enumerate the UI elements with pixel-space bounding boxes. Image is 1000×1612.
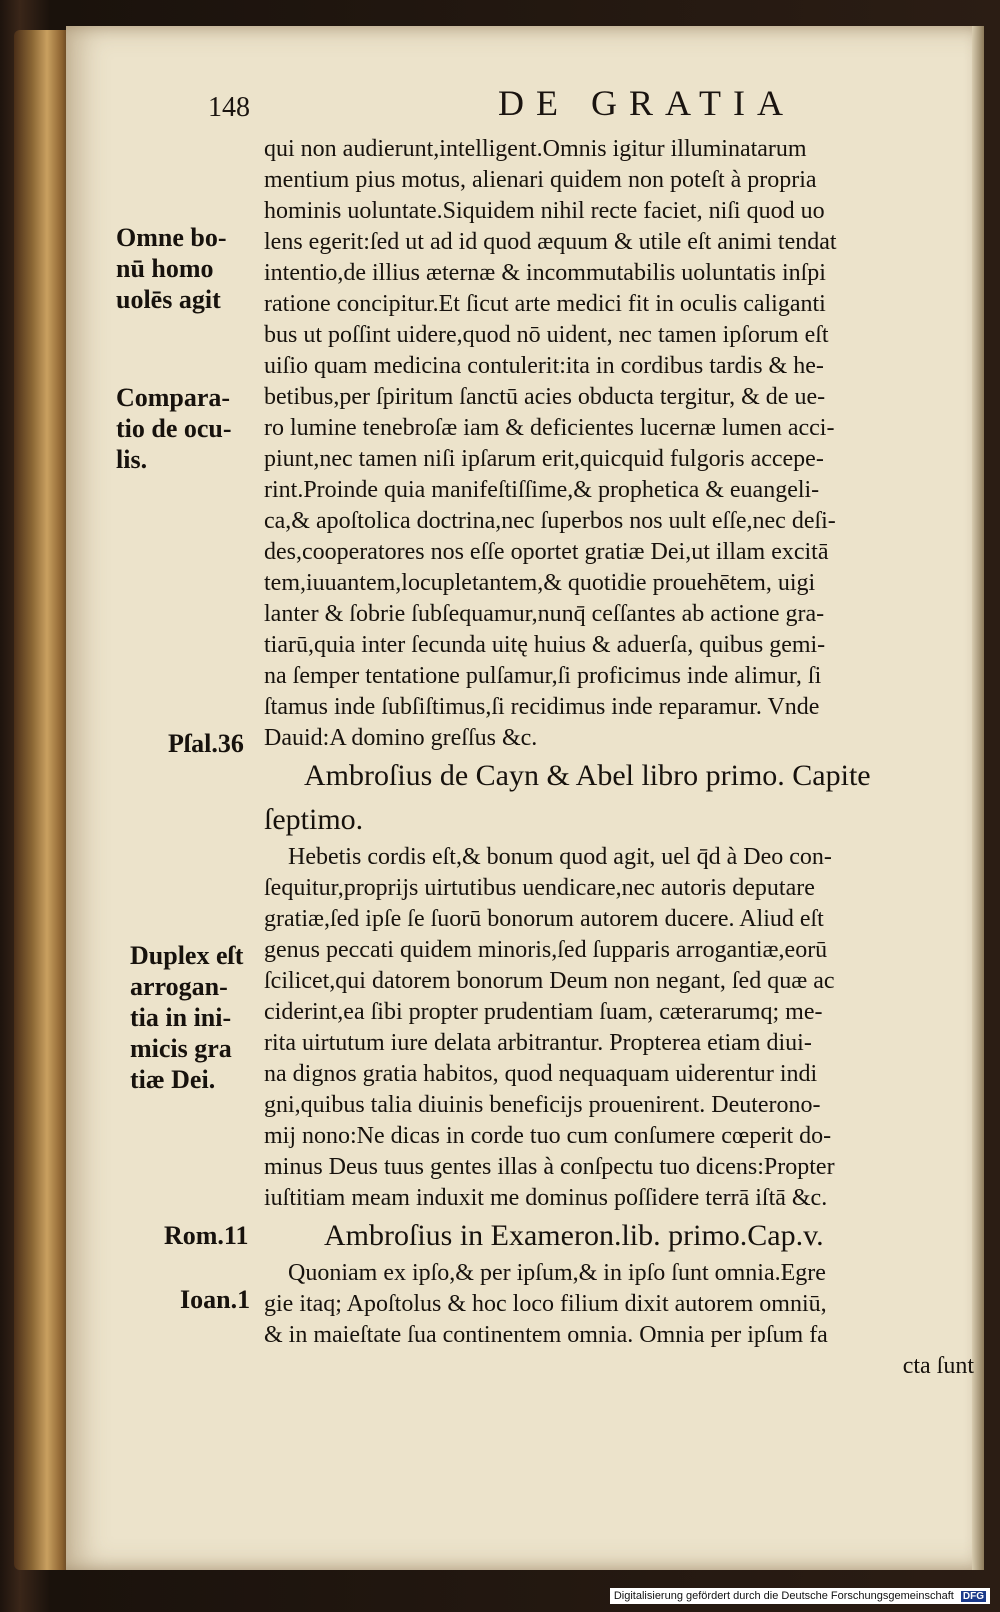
- text-line: ſtamus inde ſubſiſtimus,ſi recidimus inde reparamur. Vnde: [264, 694, 820, 720]
- margin-note-duplex: [130, 940, 280, 1095]
- text-line: uiſio quam medicina contulerit:ita in cordibus tardis & he-: [264, 353, 824, 379]
- text-line: cta ſunt: [902, 1353, 974, 1379]
- page-header: [208, 82, 848, 134]
- margin-note-line: lis.: [116, 445, 148, 474]
- margin-note-line: arrogan-: [130, 972, 228, 1001]
- section-heading: Ambroſius in Exameron.lib. primo.Cap.v.: [324, 1219, 824, 1252]
- main-text: [264, 134, 974, 1382]
- text-line: Quoniam ex ipſo,& per ipſum,& in ipſo ſunt omnia.Egre: [288, 1260, 826, 1286]
- margin-note-line: tiæ Dei.: [130, 1065, 216, 1094]
- digitization-credit: [610, 1588, 990, 1604]
- running-head: DE GRATIA: [498, 83, 795, 123]
- margin-note-line: Omne bo-: [116, 223, 227, 252]
- margin-note-line: Pſal.36: [168, 729, 244, 758]
- text-line: qui non audierunt,intelligent.Omnis igitur illuminatarum: [264, 136, 807, 162]
- section-heading-continued: ſeptimo.: [264, 803, 364, 836]
- text-line: ratione concipitur.Et ſicut arte medici fit in oculis caliganti: [264, 291, 826, 317]
- margin-note-line: Compara-: [116, 383, 231, 412]
- margin-note-line: nū homo: [116, 254, 214, 283]
- text-line: ro lumine tenebroſæ iam & deficientes lucernæ lumen acci-: [264, 415, 835, 441]
- text-line: Dauid:A domino greſſus &c.: [264, 725, 538, 751]
- text-line: des,cooperatores nos eſſe oportet gratiæ Dei,ut illam excitā: [264, 539, 829, 565]
- text-line: piunt,nec tamen niſi ipſarum erit,quicquid fulgoris accepe-: [264, 446, 824, 472]
- text-line: gni,quibus talia diuinis beneficijs prouenirent. Deuterono-: [264, 1092, 821, 1118]
- margin-note-line: tia in ini-: [130, 1003, 232, 1032]
- margin-note-omne-bonum: [116, 222, 266, 315]
- text-line: tiarū,quia inter ſecunda uitę huius & aduerſa, quibus gemi-: [264, 632, 826, 658]
- text-line: lens egerit:ſed ut ad id quod æquum & utile eſt animi tendat: [264, 229, 837, 255]
- credit-text: Digitalisierung gefördert durch die Deutsche Forschungsgemeinschaft: [613, 1590, 954, 1602]
- margin-note-line: Ioan.1: [180, 1285, 251, 1314]
- margin-note-line: tio de ocu-: [116, 414, 232, 443]
- page-number: 148: [208, 92, 250, 123]
- text-line: lanter & ſobrie ſubſequamur,nunq̄ ceſſantes ab actione gra-: [264, 601, 825, 627]
- margin-note-comparatio: [116, 382, 266, 475]
- margin-note-line: uolēs agit: [116, 285, 221, 314]
- text-line: mij nono:Ne dicas in corde tuo cum conſumere cœperit do-: [264, 1123, 832, 1149]
- margin-note-line: Duplex eſt: [130, 941, 244, 970]
- text-line: iuſtitiam meam induxit me dominus poſſidere terrā iſtā &c.: [264, 1185, 828, 1211]
- text-line: minus Deus tuus gentes illas à conſpectu tuo dicens:Propter: [264, 1154, 835, 1180]
- margin-note-line: Rom.11: [164, 1221, 249, 1250]
- dfg-logo: DFG: [962, 1591, 984, 1602]
- text-line: betibus,per ſpiritum ſanctū acies obducta tergitur, & de ue-: [264, 384, 826, 410]
- text-line: ciderint,ea ſibi propter prudentiam ſuam, cæterarumq; me-: [264, 999, 823, 1025]
- text-line: intentio,de illius æternæ & incommutabilis uoluntatis inſpi: [264, 260, 826, 286]
- margin-note-line: micis gra: [130, 1034, 232, 1063]
- text-line: gie itaq; Apoſtolus & hoc loco filium dixit autorem omniū,: [264, 1291, 827, 1317]
- text-line: gratiæ,ſed ipſe ſe ſuorū bonorum autorem ducere. Aliud eſt: [264, 906, 824, 932]
- text-line: ſequitur,proprijs uirtutibus uendicare,nec autoris deputare: [264, 875, 815, 901]
- text-line: genus peccati quidem minoris,ſed ſupparis arrogantiæ,eorū: [264, 937, 828, 963]
- text-line: rint.Proinde quia manifeſtiſſime,& prophetica & euangeli-: [264, 477, 820, 503]
- text-line: hominis uoluntate.Siquidem nihil recte faciet, niſi quod uo: [264, 198, 825, 224]
- margin-note-psalm: [168, 728, 318, 759]
- section-heading: Ambroſius de Cayn & Abel libro primo. Capite: [304, 759, 871, 792]
- text-line: bus ut poſſint uidere,quod nō uident, nec tamen ipſorum eſt: [264, 322, 829, 348]
- text-line: ca,& apoſtolica doctrina,nec ſuperbos nos uult eſſe,nec deſi-: [264, 508, 836, 534]
- text-line: & in maieſtate ſua continentem omnia. Omnia per ipſum fa: [264, 1322, 828, 1348]
- margin-note-rom: [164, 1220, 314, 1251]
- margin-note-ioan: [180, 1284, 330, 1315]
- book-spine: [14, 30, 74, 1570]
- text-line: rita uirtutum iure delata arbitrantur. Propterea etiam diui-: [264, 1030, 812, 1056]
- text-line: tem,iuuantem,locupletantem,& quotidie prouehētem, uigi: [264, 570, 816, 596]
- text-line: Hebetis cordis eſt,& bonum quod agit, uel q̄d à Deo con-: [288, 844, 832, 870]
- text-line: na dignos gratia habitos, quod nequaquam uiderentur indi: [264, 1061, 818, 1087]
- text-line: na ſemper tentatione pulſamur,ſi proficimus inde alimur, ſi: [264, 663, 822, 689]
- text-line: mentium pius motus, alienari quidem non poteſt à propria: [264, 167, 817, 193]
- text-line: ſcilicet,qui datorem bonorum Deum non negant, ſed quæ ac: [264, 968, 835, 994]
